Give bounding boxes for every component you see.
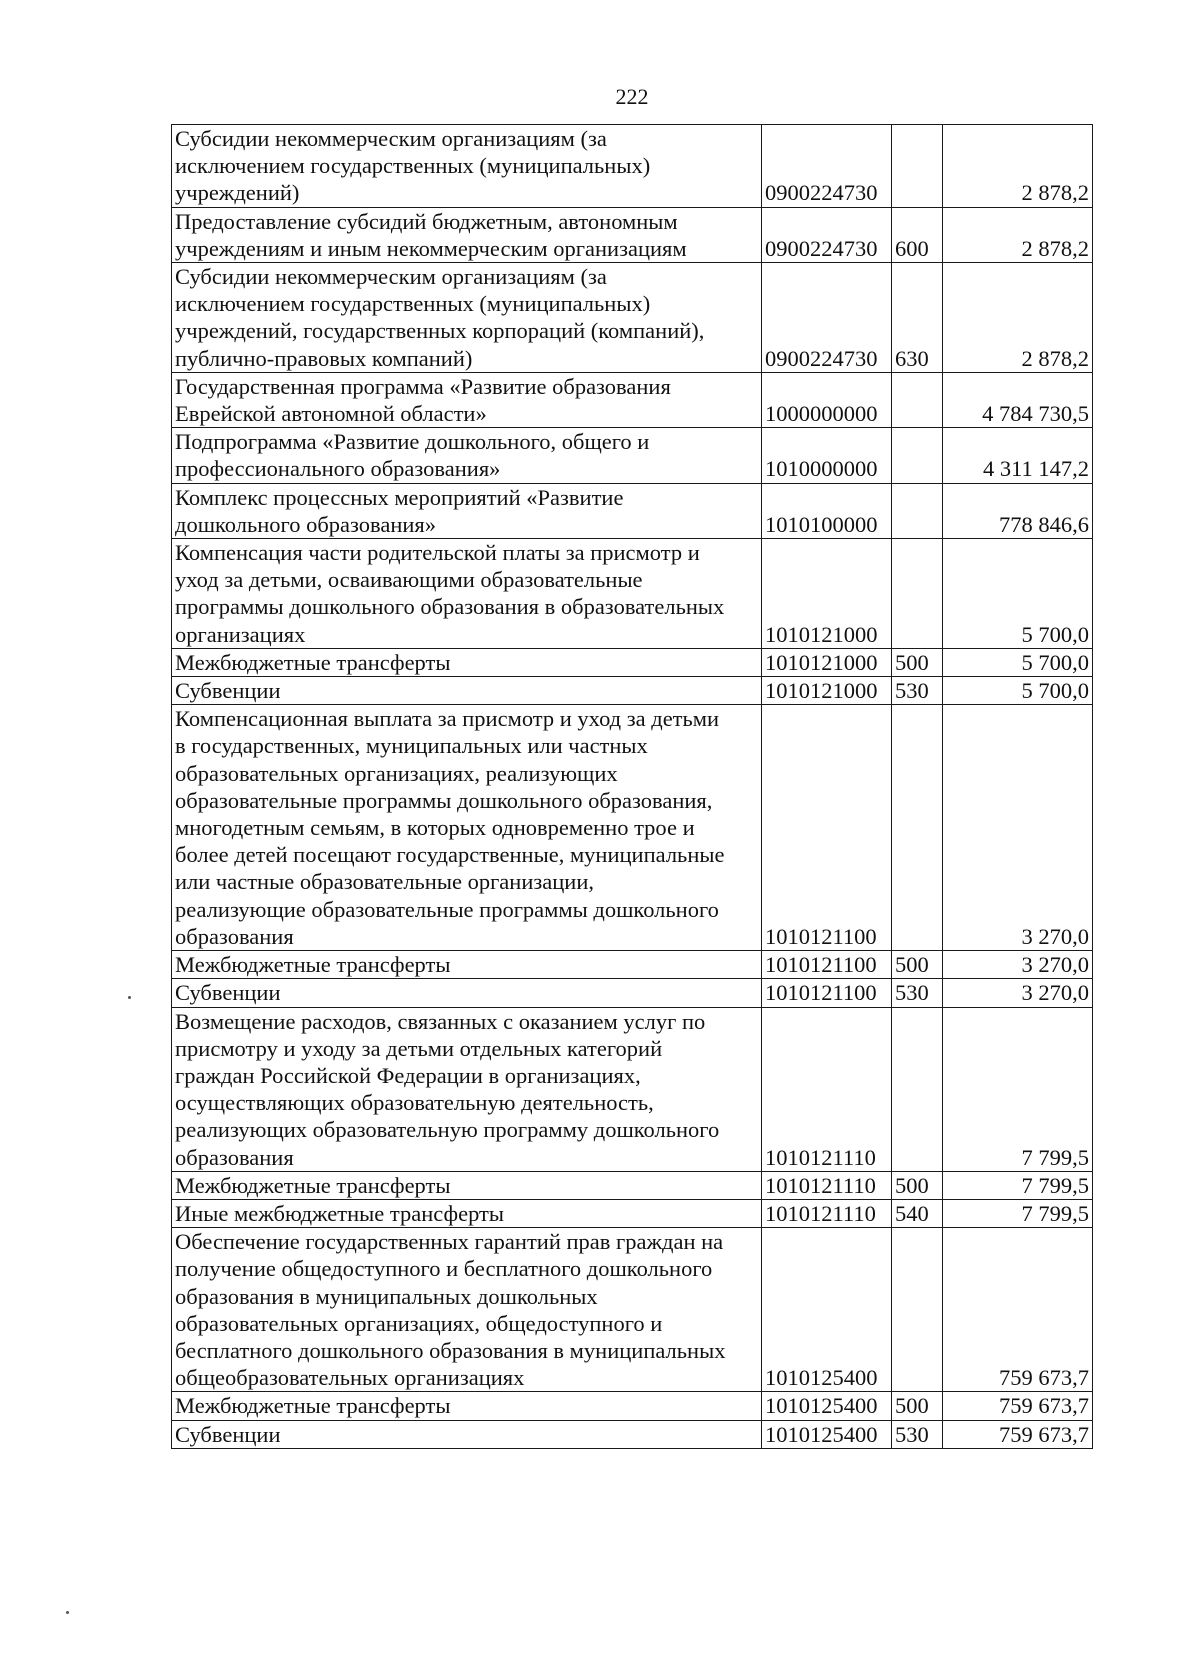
expense-name-line: Межбюджетные трансферты <box>175 1172 451 1198</box>
expense-name-cell <box>172 372 762 427</box>
expense-name-line: присмотру и уходу за детьми отдельных категорий <box>175 1035 663 1061</box>
amount-cell: 7 799,5 <box>943 1007 1093 1171</box>
amount-cell: 5 700,0 <box>943 648 1093 676</box>
expense-type-cell: 600 <box>892 207 943 262</box>
target-article-cell: 1010000000 <box>762 428 892 483</box>
expense-name-line: учреждений, государственных корпораций (компаний), <box>175 318 705 344</box>
expense-type-cell: 500 <box>892 951 943 979</box>
expense-name-line: Государственная программа «Развитие образования <box>175 373 671 399</box>
expense-type-cell <box>892 705 943 951</box>
target-article-cell: 1010100000 <box>762 483 892 538</box>
expense-name-cell <box>172 951 762 979</box>
expense-name-line: или частные образовательные организации, <box>175 869 594 895</box>
expense-name-line: образования в муниципальных дошкольных <box>175 1283 598 1309</box>
expense-name-line: реализующие образовательные программы дошкольного <box>175 896 719 922</box>
expense-name-line: многодетным семьям, в которых одновременно трое и <box>175 815 695 841</box>
amount-cell: 5 700,0 <box>943 539 1093 649</box>
table-row <box>172 207 1093 262</box>
amount-cell: 3 270,0 <box>943 705 1093 951</box>
expense-name-cell <box>172 539 762 649</box>
target-article-cell: 1010125400 <box>762 1420 892 1448</box>
table-row <box>172 372 1093 427</box>
expense-name-cell <box>172 1392 762 1420</box>
table-row <box>172 1392 1093 1420</box>
expense-name-cell <box>172 263 762 373</box>
expense-name-line: образовательные программы дошкольного образования, <box>175 787 713 813</box>
table-row <box>172 125 1093 208</box>
expense-name-line: Предоставление субсидий бюджетным, автономным <box>175 208 678 234</box>
expense-name-line: более детей посещают государственные, муниципальные <box>175 842 725 868</box>
expense-name-line: образования <box>175 923 294 949</box>
expense-name-cell <box>172 125 762 208</box>
expense-type-cell <box>892 372 943 427</box>
expense-name-cell <box>172 1199 762 1227</box>
table-row <box>172 263 1093 373</box>
expense-type-cell <box>892 1228 943 1392</box>
target-article-cell: 1010121100 <box>762 705 892 951</box>
expense-type-cell: 500 <box>892 648 943 676</box>
expense-name-cell <box>172 677 762 705</box>
expense-name-line: Межбюджетные трансферты <box>175 649 451 675</box>
expense-name-line: Субвенции <box>175 1421 281 1447</box>
scan-speck <box>66 1611 69 1614</box>
table-row <box>172 979 1093 1007</box>
expense-name-cell <box>172 428 762 483</box>
expense-name-line: организациях <box>175 621 306 647</box>
table-row <box>172 951 1093 979</box>
target-article-cell: 0900224730 <box>762 263 892 373</box>
expense-name-line: образовательных организациях, реализующих <box>175 760 618 786</box>
expense-name-line: программы дошкольного образования в образовательных <box>175 594 725 620</box>
expense-name-cell <box>172 979 762 1007</box>
expense-name-line: Возмещение расходов, связанных с оказанием услуг по <box>175 1008 706 1034</box>
expense-name-line: учреждениям и иным некоммерческим организациям <box>175 235 687 261</box>
expense-name-line: реализующих образовательную программу дошкольного <box>175 1117 720 1143</box>
expense-type-cell: 530 <box>892 1420 943 1448</box>
amount-cell: 5 700,0 <box>943 677 1093 705</box>
amount-cell: 759 673,7 <box>943 1228 1093 1392</box>
scan-speck <box>128 996 131 999</box>
table-row <box>172 705 1093 951</box>
table-row <box>172 648 1093 676</box>
expense-type-cell <box>892 428 943 483</box>
expense-name-cell <box>172 483 762 538</box>
amount-cell: 2 878,2 <box>943 207 1093 262</box>
expense-type-cell: 530 <box>892 677 943 705</box>
expense-name-line: образования <box>175 1144 294 1170</box>
expense-name-line: Субвенции <box>175 980 281 1006</box>
expense-name-line: Субсидии некоммерческим организациям (за <box>175 126 607 151</box>
amount-cell: 2 878,2 <box>943 263 1093 373</box>
expense-name-line: публично-правовых компаний) <box>175 345 473 371</box>
expense-name-line: осуществляющих образовательную деятельность, <box>175 1090 654 1116</box>
expense-name-line: Комплекс процессных мероприятий «Развитие <box>175 484 624 510</box>
expense-type-cell: 530 <box>892 979 943 1007</box>
expense-name-line: Обеспечение государственных гарантий прав граждан на <box>175 1229 724 1255</box>
amount-cell: 2 878,2 <box>943 125 1093 208</box>
expense-type-cell <box>892 539 943 649</box>
expense-name-cell <box>172 648 762 676</box>
expense-name-line: учреждений) <box>175 180 300 206</box>
amount-cell: 4 311 147,2 <box>943 428 1093 483</box>
target-article-cell: 1010121110 <box>762 1171 892 1199</box>
expense-name-cell <box>172 1171 762 1199</box>
amount-cell: 7 799,5 <box>943 1171 1093 1199</box>
table-row <box>172 483 1093 538</box>
expense-name-line: общеобразовательных организациях <box>175 1365 525 1391</box>
amount-cell: 3 270,0 <box>943 979 1093 1007</box>
expense-type-cell <box>892 1007 943 1171</box>
budget-table-body <box>172 125 1093 1449</box>
table-row <box>172 1199 1093 1227</box>
expense-type-cell <box>892 125 943 208</box>
budget-table <box>171 124 1093 1449</box>
expense-name-line: получение общедоступного и бесплатного дошкольного <box>175 1256 713 1282</box>
target-article-cell: 1010121000 <box>762 677 892 705</box>
expense-type-cell: 540 <box>892 1199 943 1227</box>
target-article-cell: 1010121000 <box>762 648 892 676</box>
expense-name-cell <box>172 705 762 951</box>
table-row <box>172 1420 1093 1448</box>
expense-name-line: Компенсационная выплата за присмотр и уход за детьми <box>175 706 720 732</box>
table-row <box>172 1228 1093 1392</box>
amount-cell: 759 673,7 <box>943 1392 1093 1420</box>
expense-name-cell <box>172 1228 762 1392</box>
target-article-cell: 1010125400 <box>762 1392 892 1420</box>
target-article-cell: 1010121110 <box>762 1007 892 1171</box>
target-article-cell: 1010125400 <box>762 1228 892 1392</box>
table-row <box>172 677 1093 705</box>
expense-name-line: Иные межбюджетные трансферты <box>175 1200 505 1226</box>
expense-name-line: профессионального образования» <box>175 456 501 482</box>
target-article-cell: 1010121000 <box>762 539 892 649</box>
expense-name-line: Межбюджетные трансферты <box>175 952 451 978</box>
expense-name-line: исключением государственных (муниципальных) <box>175 291 651 317</box>
expense-name-line: Субвенции <box>175 678 281 704</box>
expense-name-line: Компенсация части родительской платы за присмотр и <box>175 540 700 566</box>
expense-name-line: бесплатного дошкольного образования в муниципальных <box>175 1337 726 1363</box>
expense-name-line: исключением государственных (муниципальных) <box>175 153 651 179</box>
expense-name-cell <box>172 1420 762 1448</box>
expense-name-line: Еврейской автономной области» <box>175 401 487 427</box>
table-row <box>172 1007 1093 1171</box>
amount-cell: 3 270,0 <box>943 951 1093 979</box>
expense-type-cell: 500 <box>892 1392 943 1420</box>
expense-name-line: граждан Российской Федерации в организациях, <box>175 1062 641 1088</box>
table-row <box>172 1171 1093 1199</box>
target-article-cell: 1010121110 <box>762 1199 892 1227</box>
expense-name-line: Субсидии некоммерческим организациям (за <box>175 264 607 290</box>
expense-name-cell <box>172 207 762 262</box>
amount-cell: 759 673,7 <box>943 1420 1093 1448</box>
table-row <box>172 428 1093 483</box>
expense-type-cell <box>892 483 943 538</box>
amount-cell: 7 799,5 <box>943 1199 1093 1227</box>
expense-name-cell <box>172 1007 762 1171</box>
expense-name-line: образовательных организациях, общедоступного и <box>175 1310 663 1336</box>
expense-name-line: дошкольного образования» <box>175 511 437 537</box>
table-row <box>172 539 1093 649</box>
target-article-cell: 1000000000 <box>762 372 892 427</box>
amount-cell: 778 846,6 <box>943 483 1093 538</box>
expense-name-line: уход за детьми, осваивающими образовательные <box>175 567 643 593</box>
expense-name-line: в государственных, муниципальных или частных <box>175 733 648 759</box>
target-article-cell: 0900224730 <box>762 207 892 262</box>
page-number: 222 <box>615 84 649 109</box>
expense-type-cell: 500 <box>892 1171 943 1199</box>
expense-name-line: Подпрограмма «Развитие дошкольного, общего и <box>175 429 650 455</box>
expense-type-cell: 630 <box>892 263 943 373</box>
amount-cell: 4 784 730,5 <box>943 372 1093 427</box>
target-article-cell: 0900224730 <box>762 125 892 208</box>
target-article-cell: 1010121100 <box>762 951 892 979</box>
target-article-cell: 1010121100 <box>762 979 892 1007</box>
expense-name-line: Межбюджетные трансферты <box>175 1393 451 1419</box>
